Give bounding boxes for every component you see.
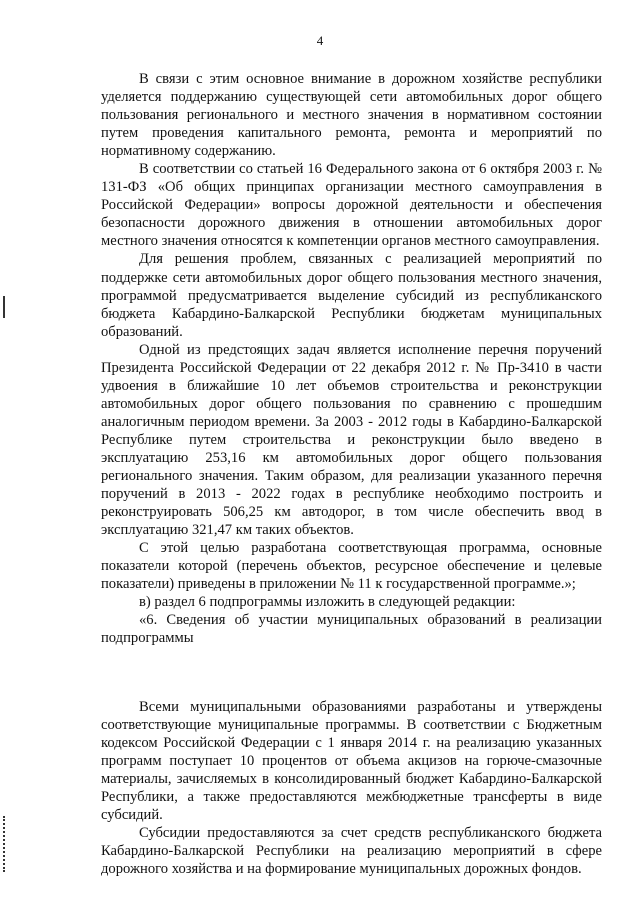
- margin-scan-mark: [3, 296, 5, 318]
- paragraph-program-indicators: С этой целью разработана соответствующая программа, основные показатели которой (перечень объектов, ресурсное обеспечение и целевые показатели) приведены в приложении № 11 к государственной программе.»;: [101, 540, 602, 593]
- document-body: [101, 70, 602, 878]
- paragraph-road-maintenance: В связи с этим основное внимание в дорожном хозяйстве республики уделяется поддержанию существующей сети автомобильных дорог общего пользования регионального и местного значения в нормативном состоянии путем проведения капитального ремонта, ремонта и мероприятий по нормативному содержанию.: [101, 71, 602, 160]
- page-number: 4: [316, 33, 324, 48]
- paragraph-municipal-programs: Всеми муниципальными образованиями разработаны и утверждены соответствующие муниципальные программы. В соответствии с Бюджетным кодексом Российской Федерации с 1 января 2014 г. на реализацию указанных программ поступает 10 процентов от объема акцизов на горюче-смазочные материалы, зачисляемых в консолидированный бюджет Кабардино-Балкарской Республики, а также предоставляются межбюджетные трансферты в виде субсидий.: [101, 698, 602, 823]
- paragraph-subsidies-source: Субсидии предоставляются за счет средств республиканского бюджета Кабардино-Балкарской Республики на реализацию мероприятий в сфере дорожного хозяйства и на формирование муниципальных дорожных фондов.: [101, 824, 602, 877]
- section-heading-municipal-participation: «6. Сведения об участии муниципальных образований в реализации подпрограммы: [101, 612, 602, 647]
- section-spacer: [101, 648, 602, 698]
- paragraph-presidential-instructions: Одной из предстоящих задач является исполнение перечня поручений Президента Российской Федерации от 22 декабря 2012 г. № Пр-3410 в части удвоения в ближайшие 10 лет объемов строительства и реконструкции автомобильных дорог общего пользования по сравнению с прошедшим аналогичным периодом времени. За 2003 - 2012 годы в Кабардино-Балкарской Республике путем строительства и реконструкции было введено в эксплуатацию 253,16 км автомобильных дорог общего пользования регионального значения. Таким образом, для реализации указанного перечня поручений в 2013 - 2022 годах в республике необходимо построить и реконструировать 506,25 км автодорог, в том числе обеспечить ввод в эксплуатацию 321,47 км таких объектов.: [101, 341, 602, 539]
- margin-scan-mark: [3, 816, 5, 872]
- paragraph-section-6-amendment: в) раздел 6 подпрограммы изложить в следующей редакции:: [139, 594, 516, 611]
- paragraph-federal-law: В соответствии со статьей 16 Федерального закона от 6 октября 2003 г. № 131-ФЗ «Об общих принципах организации местного самоуправления в Российской Федерации» вопросы дорожной деятельности и обеспечения безопасности дорожного движения в отношении автомобильных дорог местного значения относятся к компетенции органов местного самоуправления.: [101, 161, 602, 250]
- paragraph-subsidies-program: Для решения проблем, связанных с реализацией мероприятий по поддержке сети автомобильных дорог общего пользования местного значения, программой предусматривается выделение субсидий из республиканского бюджета Кабардино-Балкарской Республики бюджетам муниципальных образований.: [101, 251, 602, 340]
